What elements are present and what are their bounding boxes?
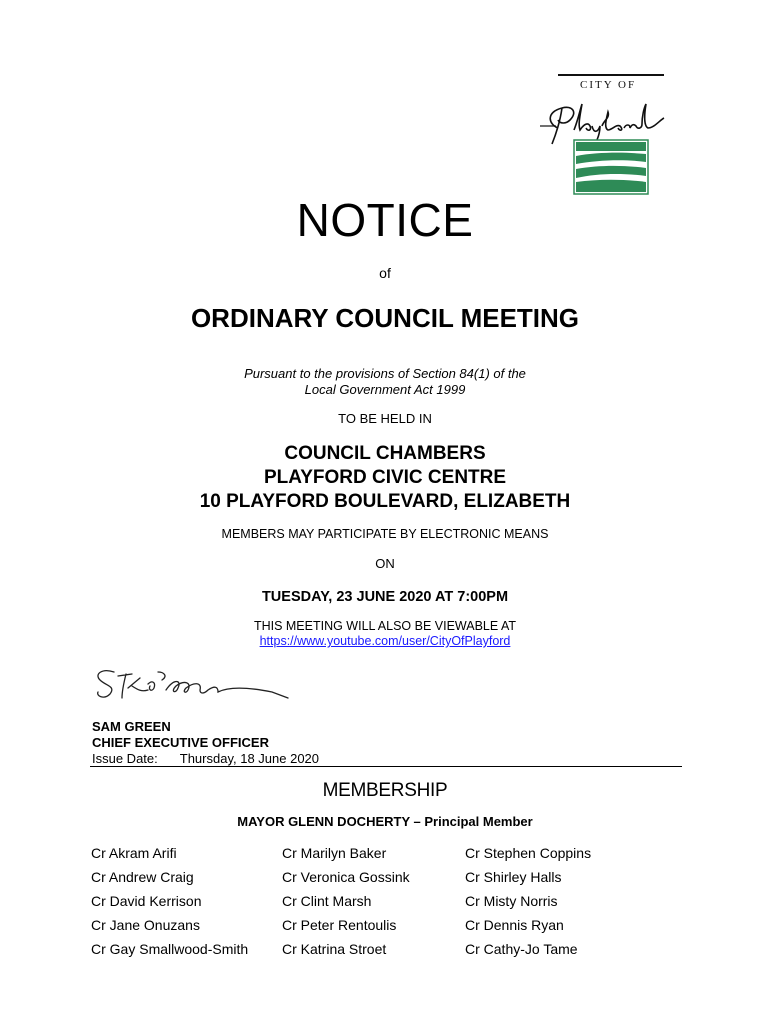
venue-line-1: COUNCIL CHAMBERS [284, 443, 486, 464]
youtube-link-row [0, 634, 770, 648]
playford-wordmark-icon [538, 90, 678, 196]
city-of-playford-logo [538, 74, 678, 196]
member-name: Cr Akram Arifi [91, 845, 177, 861]
member-name: Cr Peter Rentoulis [282, 917, 397, 933]
notice-title: NOTICE [296, 194, 474, 246]
member-name: Cr Clint Marsh [282, 893, 372, 909]
issue-date-value: Thursday, 18 June 2020 [179, 751, 320, 766]
member-name: Cr David Kerrison [91, 893, 202, 909]
divider-rule [90, 766, 682, 767]
venue-line-3: 10 PLAYFORD BOULEVARD, ELIZABETH [199, 491, 571, 512]
issue-date-row [92, 751, 319, 766]
logo-top-rule [558, 74, 664, 76]
membership-heading: MEMBERSHIP [322, 780, 448, 801]
signatory-name: SAM GREEN [92, 719, 171, 734]
member-name: Cr Veronica Gossink [282, 869, 410, 885]
signature-image [92, 660, 292, 706]
meeting-date-time: TUESDAY, 23 JUNE 2020 AT 7:00PM [261, 589, 509, 605]
pursuant-text-line-1: Pursuant to the provisions of Section 84(1) of the [244, 366, 526, 381]
youtube-link[interactable]: https://www.youtube.com/user/CityOfPlayford [259, 634, 511, 648]
signatory-title: CHIEF EXECUTIVE OFFICER [92, 735, 269, 750]
member-name: Cr Marilyn Baker [282, 845, 387, 861]
electronic-participation-text: MEMBERS MAY PARTICIPATE BY ELECTRONIC MEANS [221, 527, 549, 541]
on-text: ON [375, 556, 395, 571]
member-name: Cr Dennis Ryan [465, 917, 564, 933]
member-name: Cr Gay Smallwood-Smith [91, 941, 249, 957]
green-field-emblem [574, 140, 648, 194]
member-name: Cr Jane Onuzans [91, 917, 200, 933]
pursuant-text-line-2: Local Government Act 1999 [304, 382, 466, 397]
member-name: Cr Stephen Coppins [465, 845, 592, 861]
member-name: Cr Misty Norris [465, 893, 558, 909]
of-text: of [379, 265, 391, 281]
viewable-text: THIS MEETING WILL ALSO BE VIEWABLE AT [253, 619, 517, 633]
mayor-line: MAYOR GLENN DOCHERTY – Principal Member [237, 814, 533, 829]
member-name: Cr Katrina Stroet [282, 941, 387, 957]
logo-city-of-text: CITY OF [580, 79, 637, 91]
member-name: Cr Shirley Halls [465, 869, 562, 885]
meeting-title: ORDINARY COUNCIL MEETING [190, 303, 580, 333]
held-in-text: TO BE HELD IN [338, 411, 432, 426]
member-name: Cr Andrew Craig [91, 869, 194, 885]
issue-date-label: Issue Date: [92, 751, 158, 766]
member-name: Cr Cathy-Jo Tame [465, 941, 578, 957]
venue-line-2: PLAYFORD CIVIC CENTRE [263, 467, 507, 488]
